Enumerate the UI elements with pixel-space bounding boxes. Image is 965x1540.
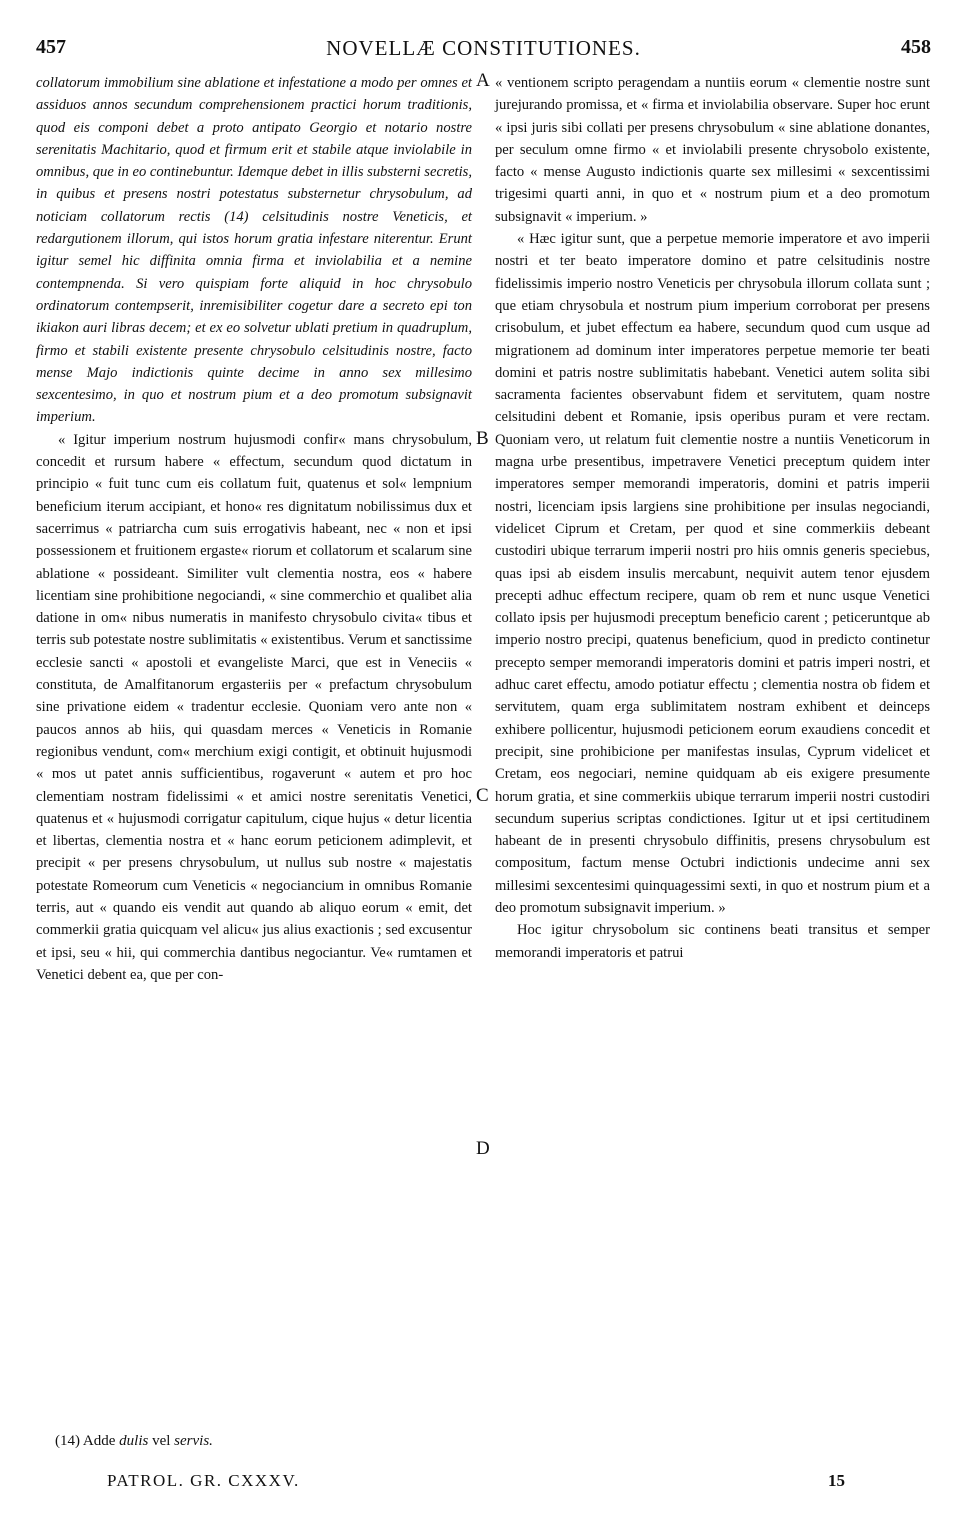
page-header bbox=[36, 36, 931, 64]
margin-letter-d: D bbox=[476, 1138, 490, 1159]
paragraph-haec-igitur: « Hæc igitur sunt, que a perpetue memorie imperatore et avo imperii nostri et ter beato imperatore domino et patre celsitudinis nostre fidelissimis imperio nostro Veneticis per chrysobula illorum collata sunt ; que etiam chrysobula et nostrum pium imperium corroborat per presens crisobulum, et jubet effectum ea habere, secundum quod cum usque ad migrationem ad dominum inter imperatores perpetue memorie ter beati domini et patris nostre sublimitatis habebant. Venetici autem solita sibi sacramenta facientes observabunt fidem et servitutem, quam nostre celsitudini debent et Romanie, ipsis operibus puram et vere rectam. Quoniam vero, ut relatum fuit clementie nostre a nuntiis Veneticorum in magna urbe presentibus, impetravere Venetici preceptum quidem inter imperatores semper memorandi imperatoris, domini et patris imperii nostri, licenciam ipsis largiens sine prohibitione per insulas negociandi, videlicet Ciprum et Cretam, per quod et sine commerkiis debeant custodiri ubique terrarum imperii nostri pro hiis omnis generis speciebus, quas ipsi ab eisdem insulis mercabunt, nequivit autem tenor ejusdem precepti adhuc effectum recipere, quam ob rem et nunc usque Venetici collato ipsis per hujusmodi preceptum beneficio carent ; peticeruntque ab imperio nostro precipi, quatenus beneficium, quod in predicto continetur precepto semper memorandi imperatoris domini et patris imperi nostri, et adhuc caret effectu, amodo potiatur effectu ; clementia nostra ob fidem et servitutem, quam erga sublimitatem nostram exhibent et deinceps exhibere pollicentur, hujusmodi peticionem eorum exaudiens concedit et precipit, sine prohibicione per manifestas insulas, Cyprum videlicet et Cretam, eos negociari, nemine quidquam ab eis exigere presumente horum gratia, et sine commerkiis ubique terrarum imperii nostri custodiri secundum superius scriptas condictiones. Igitur ut et ipsi certitudinem habeant de in presenti chrysobulo diffinitis, presens chrysobulum est compositum, factum mense Octubri indictionis undecime anni sex millesimi sexcentesimi quinquagessimi sexti, in quo et nostrum pium et a deo promotum subsignavit imperium. » bbox=[495, 231, 930, 916]
footer-source: PATROL. GR. CXXXV. bbox=[107, 1471, 300, 1490]
margin-letter-b: B bbox=[476, 428, 489, 449]
footnote-word-dulis: dulis bbox=[119, 1433, 149, 1449]
footnote-marker: (14) Adde bbox=[55, 1433, 116, 1449]
running-title: NOVELLÆ CONSTITUTIONES. bbox=[326, 36, 641, 60]
margin-letter-a: A bbox=[476, 70, 490, 91]
page-number-left: 457 bbox=[36, 36, 66, 58]
quoted-passage-right: « ventionem scripto peragendam a nuntiis eorum « clementie nostre sunt jurejurando promissa, et « firma et inviolabilia observare. Super hoc erunt « ipsi juris sibi collati per presens chrysobulum « sine ablatione donantes, per seculum omne firmo « et inviolabili presente chrysobolo existente, facto « mense Augusto indictionis quarte sex millesimi « sexcentissimi trigesimi quarti anni, in quo et « nostrum pium et a deo promotum subsignavit « imperium. » bbox=[495, 75, 930, 225]
left-column bbox=[36, 72, 472, 986]
footer-sheet-number: 15 bbox=[828, 1471, 845, 1490]
quoted-passage-left: « Igitur imperium nostrum hujusmodi confir« mans chrysobulum, concedit et rursum habere « effectum, secundum quod dictatum in principio « fuit tunc cum eis collatum fuit, quatenus et sol« lempnium beneficium iterum accipiant, et hono« res dignitatum nobilissimus dux et sacerrimus « patriarcha cum suis errogativis habeant, nec « non et ipsi possessionem et fruitionem ergaste« riorum et collatorum et scalarum sine ablatione « possideant. Similiter vult clementia nostra, eos « habere licentiam sine prohibitione negociandi, « sine commerchio et qualibet alia datione in om« nibus numeratis in manifesto chrysobulo civita« tibus et terris sub potestate nostre sublimitatis « existentibus. Verum et sanctissime ecclesie sancti « apostoli et evangeliste Marci, que est in Veneciis « constituta, de Amalfitanorum ergasteriis per « prefactum chrysobulum sine privatione eidem « tradentur ecclesie. Quoniam vero ante non « paucos annos ab hiis, qui quasdam merces « Veneticis in Romanie regionibus vendunt, com« merchium exigi contigit, et obtinuit hujusmodi « mos ut patet annis sufficientibus, rogaverunt « autem et pro hoc clementiam nostram fidelissimi « et amici nostre serenitatis Venetici, quatenus et « hujusmodi corrigatur capitulum, cique hujus « detur licentia et libertas, clementia nostra et « hanc eorum peticionem adimplevit, et precipit « per presens chrysobulum, ut nullus sub nostre « majestatis potestate Romeorum cum Veneticis « negociancium in omnibus Romanie terris, aut « quando eis vendit aut quando ab aliquo eorum « emit, det commerkii gratia quicquam vel alicu« jus alius exactionis ; sed excusentur et ipsi, seu « hii, qui commerchia dantibus negociantur. Ve« rumtamen et Venetici debent ea, que per con- bbox=[36, 431, 472, 983]
footnote-word-servis: servis. bbox=[174, 1433, 213, 1449]
margin-letter-c: C bbox=[476, 785, 489, 806]
footnote-connector: vel bbox=[152, 1433, 171, 1449]
right-column bbox=[495, 72, 930, 964]
paragraph-hoc-igitur: Hoc igitur chrysobolum sic continens beati transitus et semper memorandi imperatoris et patrui bbox=[495, 922, 930, 961]
footnote bbox=[55, 1433, 213, 1450]
page-number-right: 458 bbox=[901, 36, 931, 58]
italic-passage: collatorum immobilium sine ablatione et infestatione a modo per omnes et assiduos annos secundum comprehensionem practici horum traditionis, quod eis componi debet a proto antipato Georgio et notario nostre serenitatis Machitario, quod et firmum erit et stabile atque inviolabile in omnibus, que in eo continebuntur. Idemque debet in illis substerni secretis, in quibus et presens nostri potestatus substernetur chrysobulum, ad noticiam collatorum rectis (14) celsitudinis nostre Veneticis, et redargutionem illorum, qui istos horum gratia infestare niterentur. Erunt igitur semel hic diffinita omnia firma et inviolabilia et a nemine contempnenda. Si vero quispiam forte aliquid in hoc chrysobulo ordinatorum contempserit, inremisibiliter cogetur dare a secreto epi ton ikiakon auri libras decem; et ex eo solvetur ublati pretium in quadruplum, firmo et stabili existente presente chrysobulo celsitudinis nostre, facto mense Majo indictionis quinte decime in anno sex millesimo sexcentesimo, in quo et nostrum pium et a deo promotum subsignavit imperium. bbox=[36, 75, 472, 426]
